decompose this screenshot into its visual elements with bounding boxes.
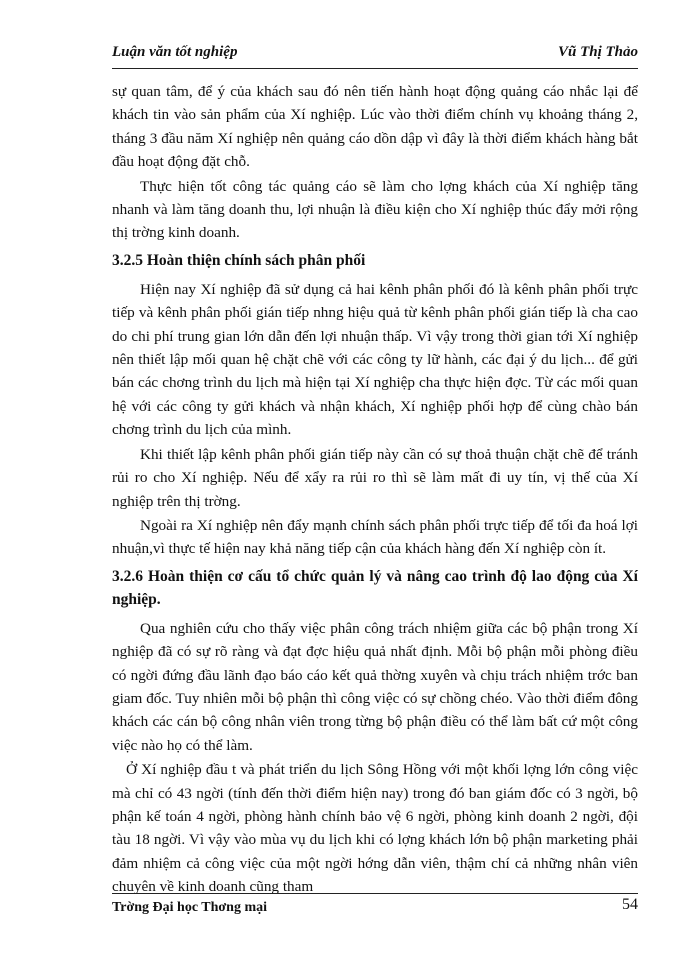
heading-3-2-6: 3.2.6 Hoàn thiện cơ cấu tổ chức quản lý và nâng cao trình độ lao động của Xí nghiệp. — [112, 567, 638, 608]
header-author-name: Vũ Thị Thảo — [557, 44, 638, 60]
paragraph-indirect-channel-risk: Khi thiết lập kênh phân phối gián tiếp này cần có sự thoả thuận chặt chẽ để tránh rủi ro cho Xí nghiệp. Nếu để xẩy ra rủi ro thì sẽ làm mất đi uy tín, vị thế của Xí nghiệp trên thị trờng. — [112, 445, 638, 510]
page-number: 54 — [622, 896, 638, 913]
footer-university-name: Trờng Đại học Thơng mại — [112, 900, 268, 915]
page-footer — [112, 893, 638, 934]
page-header — [112, 36, 638, 69]
heading-3-2-5: 3.2.5 Hoàn thiện chính sách phân phối — [112, 251, 366, 269]
page-body — [112, 80, 638, 900]
paragraph-direct-distribution: Ngoài ra Xí nghiệp nên đẩy mạnh chính sách phân phối trực tiếp để tối đa hoá lợi nhuận,vì thực tế hiện nay khả năng tiếp cận của khách hàng đến Xí nghiệp còn ít. — [112, 516, 638, 558]
paragraph-distribution-channels: Hiện nay Xí nghiệp đã sử dụng cả hai kênh phân phối đó là kênh phân phối trực tiếp và kênh phân phối gián tiếp nhng hiệu quả từ kênh phân phối gián tiếp là cha cao do chi phí trung gian lớn dẫn đến lợi nhuận thấp. Vì vậy trong thời gian tới Xí nghiệp nên thiết lập mối quan hệ chặt chẽ với các công ty lữ hành, các đại ý du lịch... để gửi bán các chơng trình du lịch mà hiện tại Xí nghiệp cha thực hiện đợc. Từ các mối quan hệ với các công ty gửi khách và nhận khách, Xí nghiệp phối hợp để cùng chào bán chơng trình du lịch của mình. — [112, 280, 638, 439]
paragraph-staffing: Ở Xí nghiệp đầu t và phát triển du lịch Sông Hồng với một khối lợng lớn công việc mà chỉ có 43 ngời (tính đến thời điểm hiện nay) trong đó ban giám đốc có 3 ngời, bộ phận kế toán 4 ngời, phòng hành chính bảo vệ 6 ngời, phòng kinh doanh 2 ngời, đội tàu 18 ngời. Vì vậy vào mùa vụ du lịch khi có lợng khách lớn bộ phận marketing phải đảm nhiệm cả công việc của một ngời hớng dẫn viên, thậm chí cả những nhân viên chuyên về kinh doanh cũng tham — [112, 761, 638, 896]
paragraph-advertising-timing: sự quan tâm, để ý của khách sau đó nên tiến hành hoạt động quảng cáo nhắc lại để khách tin vào sản phẩm của Xí nghiệp. Lúc vào thời điểm chính vụ khoảng tháng 2, tháng 3 đầu năm Xí nghiệp nên quảng cáo dồn dập vì đây là thời điểm khách hàng bắt đầu hoạt động đặt chỗ. — [112, 83, 638, 171]
header-thesis-title: Luận văn tốt nghiệp — [112, 44, 238, 60]
paragraph-advertising-benefit: Thực hiện tốt công tác quảng cáo sẽ làm cho lợng khách của Xí nghiệp tăng nhanh và làm tăng doanh thu, lợi nhuận là điều kiện cho Xí nghiệp thúc đẩy mởi rộng thị trờng kinh doanh. — [112, 177, 638, 242]
paragraph-organization-structure: Qua nghiên cứu cho thấy việc phân công trách nhiệm giữa các bộ phận trong Xí nghiệp đã có sự rõ ràng và đạt đợc hiệu quả nhất định. Mỗi bộ phận mỗi phòng điều có ngời đứng đầu lãnh đạo báo cáo kết quả thờng xuyên và chịu trách nhiệm trớc ban giam đốc. Tuy nhiên mỗi bộ phận thì công việc có sự chồng chéo. Vào thời điểm đông khách các cán bộ công nhân viên trong từng bộ phận điều có thể làm bất cứ một công việc nào họ có thể làm. — [112, 619, 638, 754]
